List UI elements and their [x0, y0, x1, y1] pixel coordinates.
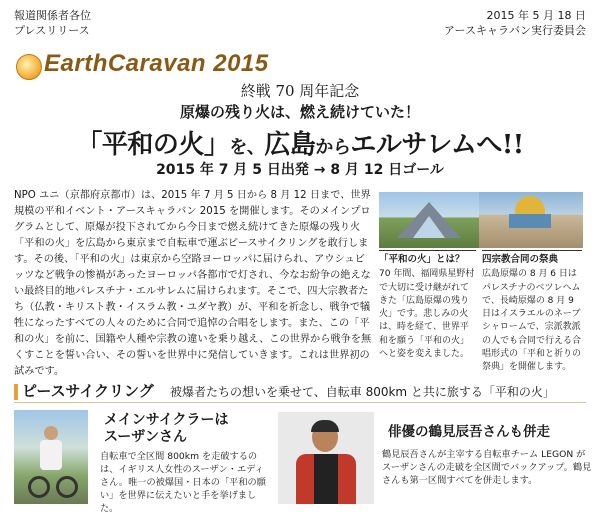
release-date: 2015 年 5 月 18 日: [486, 9, 586, 22]
organizer: アースキャラバン実行委員会: [443, 24, 586, 37]
tagline: 原爆の残り火は、燃え続けていた！: [179, 103, 420, 121]
headline-part-d: から: [315, 137, 351, 158]
headline-part-c: 広島: [264, 130, 316, 160]
headline-part-b: を、: [229, 137, 265, 158]
headline-part-e: エルサレムへ!!: [350, 130, 524, 160]
peace-flame-monument-photo: [379, 192, 479, 248]
bike-wheel: [28, 476, 50, 498]
rider-body: [40, 440, 62, 470]
cyclist-text: 自転車で全区間 800km を走破するのは、イギリス人女性のスーザン・エディさん。唯一の被爆国・日本の「平和の願い」を世界に伝えたいと手を挙げました。: [100, 451, 266, 514]
anniversary-line: 終戦 70 周年記念: [240, 82, 360, 100]
monument-arch-inner: [413, 216, 445, 238]
section-subtitle: 被爆者たちの想いを乗せて、自転車 800km と共に旅する「平和の火」: [170, 385, 555, 399]
rider-head: [44, 426, 58, 440]
dome-base: [509, 214, 551, 228]
cyclist-heading: [104, 412, 228, 446]
section-accent-bar: [14, 384, 18, 400]
caption-text: 広島原爆の 8 月 6 日はパレスチナのベツレヘムで、長崎原爆の 8 月 9 日はイスラエルのネーブシャロームで、宗派教派の人でも合同で行える合唱形式の「平和と祈りの祭典」を開催します。: [482, 269, 582, 373]
caption-text: 70 年間、福岡県星野村で大切に受け継がれてきた「広島原爆の残り火」です。悲しみの火は、時を経て、世界平和を願う「平和の火」へと姿を変えました。: [379, 269, 475, 360]
cyclist-heading-line2: スーザンさん: [104, 429, 188, 445]
actor-photo: [278, 412, 374, 504]
body-paragraph: NPO ユニ（京都府京都市）は、2015 年 7 月 5 日から 8 月 12 日まで、世界規模の平和イベント・アースキャラバン 2015 を開催します。そのメインプログラムとして、原爆が投下されてから今日まで燃え続けてきた原爆の残り火「平和の火」を広島から東京まで自転車で運ぶピースサイクリングを敢行します。その後、「平和の火」は東京から空路ヨーロッパに届けられ、アウシュビッツなど戦争の惨禍があったヨーロッパ各都市で灯され、今なお紛争の絶えない最終目的地パレスチナ・エルサレムに届けられます。そこで、四大宗教者たち（仏教・キリスト教・イスラム教・ユダヤ教）が、平和を祈念し、戦争で犠牲になったすべての人々のために合同で追悼の合唱をします。また、この「平和の火」を前に、国籍や人種や宗教の違いを乗り越え、この世界から戦争を無くすことを誓い合い、その誓いを世界中に発信していきます。これは世界初の試みです。: [14, 190, 372, 377]
jerusalem-photo: [479, 192, 583, 248]
addressee: 報道関係者各位: [14, 9, 91, 22]
caption-title: 四宗教合同の祭典: [482, 250, 582, 266]
dome-of-rock: [515, 196, 545, 216]
cycling-jersey: [296, 454, 356, 504]
cyclist-photo: [14, 410, 88, 504]
cyclist-heading-line1: メインサイクラーは: [104, 412, 229, 428]
actor-hair: [311, 420, 339, 432]
logo-text: EarthCaravan 2015: [44, 50, 269, 77]
press-header-left: [14, 8, 91, 38]
actor-heading: 俳優の鶴見辰吾さんも併走: [388, 424, 550, 440]
caption-four-religions: [482, 250, 582, 375]
actor-text: 鶴見辰吾さんが主宰する自転車チーム LEGON がスーザンさんの走破を全区間でバックアップ。鶴見さんも第一区間すべてを併走します。: [382, 449, 592, 486]
release-label: プレスリリース: [14, 24, 90, 37]
press-header-right: [444, 8, 586, 38]
bike-wheel: [56, 476, 78, 498]
headline-part-a: 「平和の火」: [76, 130, 230, 160]
event-dates: 2015 年 7 月 5 日出発 → 8 月 12 日ゴール: [156, 162, 444, 178]
earth-globe-icon: [16, 54, 42, 80]
caption-peace-flame: [379, 250, 476, 361]
caption-title: 「平和の火」とは？: [379, 250, 476, 266]
section-title: ピースサイクリング: [22, 382, 154, 400]
main-headline: [0, 124, 600, 161]
section-divider: [14, 402, 586, 403]
